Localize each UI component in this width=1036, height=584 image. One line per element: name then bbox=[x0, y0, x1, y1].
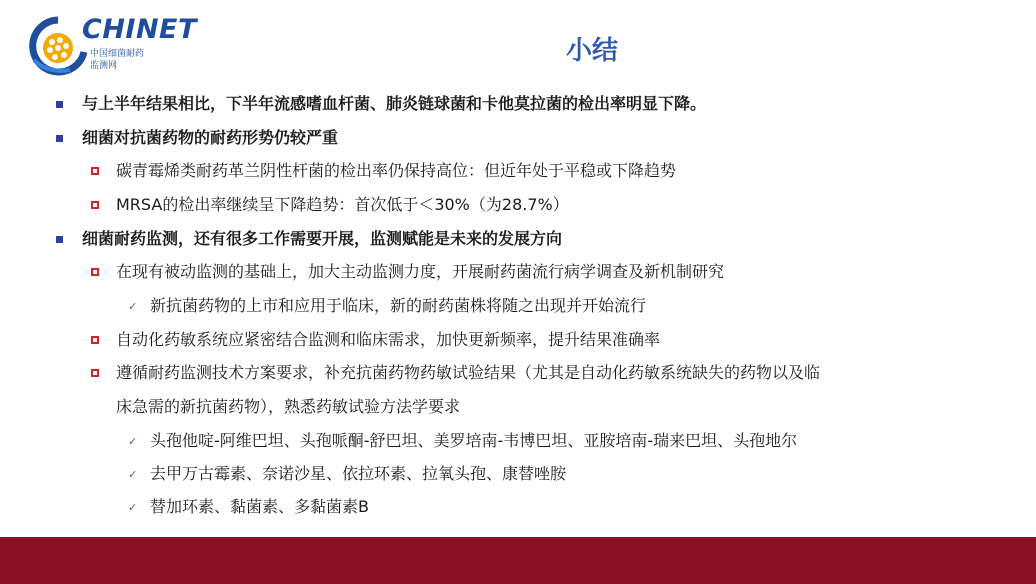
bullet-text: 与上半年结果相比，下半年流感嗜血杆菌、肺炎链球菌和卡他莫拉菌的检出率明显下降。 bbox=[82, 94, 707, 113]
hollow-square-bullet-icon bbox=[91, 369, 99, 377]
bullet-text: 去甲万古霉素、奈诺沙星、依拉环素、拉氧头孢、康替唑胺 bbox=[150, 464, 567, 483]
square-bullet-icon bbox=[56, 236, 63, 243]
bullet-text: 新抗菌药物的上市和应用于临床，新的耐药菌株将随之出现并开始流行 bbox=[150, 296, 647, 315]
square-bullet-icon bbox=[56, 135, 63, 142]
bullet-text: 遵循耐药监测技术方案要求，补充抗菌药物药敏试验结果（尤其是自动化药敏系统缺失的药物以及临 bbox=[116, 363, 821, 382]
bullet-text: 碳青霉烯类耐药革兰阴性杆菌的检出率仍保持高位：但近年处于平稳或下降趋势 bbox=[116, 161, 677, 180]
hollow-square-bullet-icon bbox=[91, 201, 99, 209]
bullet-text: 细菌对抗菌药物的耐药形势仍较严重 bbox=[82, 128, 339, 147]
logo-subtitle: 中国细菌耐药 bbox=[90, 49, 145, 59]
bullet-text: 细菌耐药监测，还有很多工作需要开展，监测赋能是未来的发展方向 bbox=[82, 229, 563, 248]
hollow-square-bullet-icon bbox=[91, 268, 99, 276]
checkmark-bullet-icon: ✓ bbox=[128, 300, 138, 313]
bullet-text: 床急需的新抗菌药物），熟悉药敏试验方法学要求 bbox=[116, 397, 461, 416]
bullet-text: 在现有被动监测的基础上，加大主动监测力度，开展耐药菌流行病学调查及新机制研究 bbox=[116, 262, 725, 281]
bullet-text: 替加环素、黏菌素、多黏菌素B bbox=[150, 497, 369, 516]
bullet-text: 自动化药敏系统应紧密结合监测和临床需求，加快更新频率，提升结果准确率 bbox=[116, 330, 661, 349]
checkmark-bullet-icon: ✓ bbox=[128, 468, 138, 481]
square-bullet-icon bbox=[56, 101, 63, 108]
bullet-text: MRSA的检出率继续呈下降趋势：首次低于＜30%（为28.7%） bbox=[116, 195, 569, 214]
bullet-text: 头孢他啶-阿维巴坦、头孢哌酮-舒巴坦、美罗培南-韦博巴坦、亚胺培南-瑞来巴坦、头孢地尔 bbox=[150, 431, 798, 450]
slide-title: 小结 bbox=[565, 36, 618, 66]
logo-subtitle-2: 监测网 bbox=[90, 61, 118, 71]
hollow-square-bullet-icon bbox=[91, 167, 99, 175]
checkmark-bullet-icon: ✓ bbox=[128, 435, 138, 448]
hollow-square-bullet-icon bbox=[91, 336, 99, 344]
checkmark-bullet-icon: ✓ bbox=[128, 501, 138, 514]
logo-wordmark: CHINET bbox=[82, 14, 197, 45]
footer-band bbox=[0, 537, 1036, 584]
